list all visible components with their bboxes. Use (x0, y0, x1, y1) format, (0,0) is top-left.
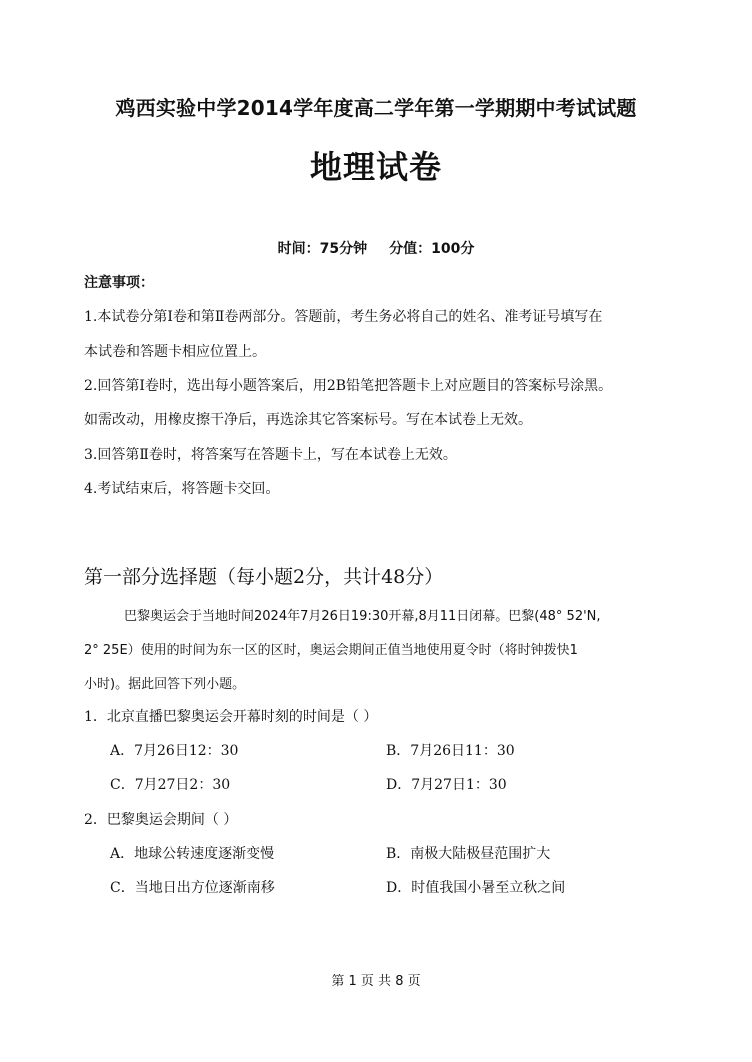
notice-line: 3.回答第Ⅱ卷时，将答案写在答题卡上，写在本试卷上无效。 (84, 447, 457, 463)
passage-line: 巴黎奥运会于当地时间2024年7月26日19:30开幕,8月11日闭幕。巴黎(48° 52'N, (124, 609, 601, 624)
passage-line: 2° 25E）使用的时间为东一区的区时，奥运会期间正值当地使用夏令时（将时钟拨快1 (84, 643, 578, 658)
notice-heading: 注意事项： (84, 275, 154, 291)
notice-line: 本试卷和答题卡相应位置上。 (84, 344, 266, 360)
notice-line: 2.回答第Ⅰ卷时，选出每小题答案后，用2B铅笔把答题卡上对应题目的答案标号涂黑。 (84, 378, 613, 394)
notice-line: 如需改动，用橡皮擦干净后，再选涂其它答案标号。写在本试卷上无效。 (84, 412, 532, 428)
school-exam-title: 鸡西实验中学2014学年度高二学年第一学期期中考试试题 (115, 96, 637, 120)
question-2-option-a: A．地球公转速度逐渐变慢 (110, 846, 275, 862)
question-2-option-b: B．南极大陆极昼范围扩大 (386, 846, 551, 862)
subject-title: 地理试卷 (309, 148, 442, 186)
question-1-option-d: D．7月27日1：30 (386, 777, 507, 793)
passage-line: 小时)。据此回答下列小题。 (84, 677, 246, 692)
question-1-option-c: C．7月27日2：30 (110, 777, 231, 793)
question-2-stem: 2．巴黎奥运会期间（ ） (84, 812, 238, 828)
exam-score: 分值：100分 (389, 241, 475, 257)
page-number: 第 1 页 共 8 页 (331, 974, 421, 989)
notice-line: 4.考试结束后，将答题卡交回。 (84, 481, 280, 497)
exam-time: 时间：75分钟 (277, 241, 368, 257)
question-1-option-a: A．7月26日12：30 (110, 743, 239, 759)
question-2-option-c: C．当地日出方位逐渐南移 (110, 880, 275, 896)
question-1-stem: 1．北京直播巴黎奥运会开幕时刻的时间是（ ） (84, 709, 378, 725)
exam-info (0, 238, 752, 258)
section-heading: 第一部分选择题（每小题2分，共计48分） (84, 566, 444, 588)
notice-line: 1.本试卷分第Ⅰ卷和第Ⅱ卷两部分。答题前，考生务必将自己的姓名、准考证号填写在 (84, 309, 603, 325)
question-2-option-d: D．时值我国小暑至立秋之间 (386, 880, 566, 896)
question-1-option-b: B．7月26日11：30 (386, 743, 515, 759)
